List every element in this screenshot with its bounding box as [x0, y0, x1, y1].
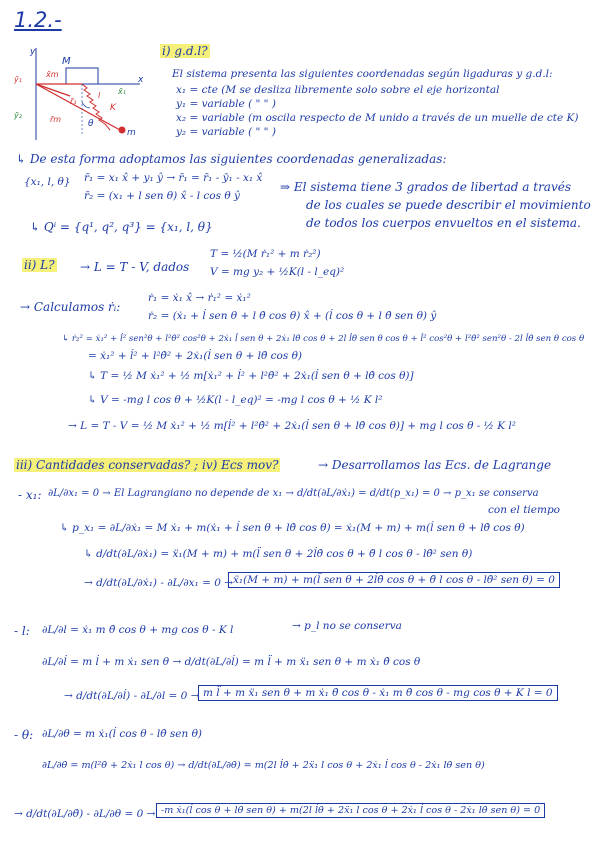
theta-partial-dot: ∂L/∂θ̇ = m(l²θ̇ + 2ẋ₁ l cos θ) → d/dt(∂L/∂θ̇) = m(2l l̇θ̇ + 2ẍ₁ l cos θ + 2ẋ₁ l̇ cos θ - 2ẋ₁ lθ̇ sen θ)	[42, 760, 485, 771]
mass-m-label: m	[127, 128, 136, 138]
coord-x1: x₁ = cte (M se desliza libremente solo sobre el eje horizontal	[176, 84, 500, 96]
x1-equation-of-motion: ẍ₁(M + m) + m(l̈ sen θ + 2l̇θ̇ cos θ + θ̈ l cos θ - lθ̇² sen θ) = 0	[228, 572, 560, 588]
r2-squared-expanded: ↳ ṙ₂² = ẋ₁² + l̇² sen²θ + l²θ̇² cos²θ + 2ẋ₁ l̇ sen θ + 2ẋ₁ lθ̇ cos θ + 2l l̇θ̇ sen θ cos θ + l̇² cos²θ + l²θ̇² sen²θ - 2l l̇θ̇ sen θ cos θ	[62, 334, 585, 344]
label-r1: r̄₁	[70, 97, 77, 106]
x1-eq-lead: → d/dt(∂L/∂ẋ₁) - ∂L/∂x₁ = 0 →	[84, 577, 234, 589]
r1-dot: ṙ₁ = ẋ₁ x̂ → ṙ₁² = ẋ₁²	[148, 292, 251, 304]
coord-y1: y₁ = variable ( " " )	[176, 98, 276, 110]
x1-label: - x₁:	[18, 488, 42, 502]
label-y2: ȳ₂	[14, 111, 22, 120]
l-partial-dot: ∂L/∂l̇ = m l̇ + m ẋ₁ sen θ → d/dt(∂L/∂l̇) = m l̈ + m ẍ₁ sen θ + m ẋ₁ θ̇ cos θ	[42, 656, 421, 668]
l-partial: ∂L/∂l = ẋ₁ m θ̇ cos θ + mg cos θ - K l	[42, 624, 234, 636]
gen-vector: {x₁, l, θ}	[24, 176, 71, 188]
l-label: - l:	[14, 624, 30, 638]
label-xm: x̄m	[46, 70, 59, 79]
mass-M-label: M	[62, 56, 71, 67]
theta-label: - θ:	[14, 728, 34, 742]
y-axis-label: y	[30, 47, 36, 57]
x1-time-derivative: ↳ d/dt(∂L/∂ẋ₁) = ẍ₁(M + m) + m(l̈ sen θ + 2l̇θ̇ cos θ + θ̈ l cos θ - lθ̇² sen θ)	[84, 548, 473, 560]
theta-equation-of-motion: -m ẋ₁(l̇ cos θ + lθ̇ sen θ) + m(2l l̇θ̇ + 2ẍ₁ l cos θ + 2ẋ₁ l̇ cos θ - 2ẋ₁ lθ̇ sen θ) = 0	[156, 803, 545, 818]
section-ii-heading: ii) L?	[24, 258, 55, 272]
lagrangian-def: → L = T - V, dados	[80, 260, 190, 274]
conclusion-2: de los cuales se puede describir el movimiento	[306, 198, 591, 212]
conclusion-1: ⇒ El sistema tiene 3 grados de libertad a través	[280, 180, 571, 194]
angle-label: θ	[88, 119, 94, 129]
section-iii-heading-tail: → Desarrollamos las Ecs. de Lagrange	[318, 458, 552, 472]
theta-partial: ∂L/∂θ = m ẋ₁(l̇ cos θ - lθ̇ sen θ)	[42, 728, 202, 740]
x1-momentum: ↳ p_x₁ = ∂L/∂ẋ₁ = M ẋ₁ + m(ẋ₁ + l̇ sen θ + lθ̇ cos θ) = ẋ₁(M + m) + m(l̇ sen θ + lθ̇ cos θ)	[60, 522, 525, 534]
r2-dot: ṙ₂ = (ẋ₁ + l̇ sen θ + l θ̇ cos θ) x̂ + (l̇ cos θ + l θ̇ sen θ) ŷ	[148, 310, 437, 322]
gen-r1: r̄₁ = x₁ x̂ + y₁ ŷ → r̄₁ = r̄₁ - ȳ₁ - x₁ x̂	[84, 172, 263, 184]
mechanism-diagram	[10, 44, 150, 144]
section-i-heading: i) g.d.l?	[162, 44, 208, 58]
theta-eq-lead: → d/dt(∂L/∂θ̇) - ∂L/∂θ = 0 →	[14, 808, 156, 820]
l-equation-of-motion: m l̈ + m ẍ₁ sen θ + m ẋ₁ θ̇ cos θ - ẋ₁ m θ̇ cos θ - mg cos θ + K l = 0	[198, 685, 558, 701]
label-y1: ȳ₁	[14, 75, 22, 84]
label-x1: x̄₁	[118, 87, 126, 96]
l-eq-lead: → d/dt(∂L/∂l̇) - ∂L/∂l = 0 →	[64, 690, 200, 702]
T-result: ↳ T = ½ M ẋ₁² + ½ m[ẋ₁² + l̇² + l²θ̇² + 2ẋ₁(l̇ sen θ + lθ̇ cos θ)]	[88, 370, 414, 382]
l-not-conserved: → p_l no se conserva	[292, 620, 402, 632]
section-i-intro: El sistema presenta las siguientes coordenadas según ligaduras y g.d.l:	[172, 68, 553, 80]
label-rm: r̄m	[50, 115, 62, 124]
section-iii-heading: iii) Cantidades conservadas? ; iv) Ecs mov?	[16, 458, 279, 472]
T-definition: T = ½(M ṙ₁² + m ṙ₂²)	[210, 248, 321, 260]
x1-line1: ∂L/∂x₁ = 0 → El Lagrangiano no depende de x₁ → d/dt(∂L/∂ẋ₁) = d/dt(p_x₁) = 0 → p_x₁ se conserva	[48, 488, 539, 499]
coord-x2: x₂ = variable (m oscila respecto de M unido a través de un muelle de cte K)	[176, 112, 579, 124]
x-axis-label: x	[138, 75, 144, 85]
qi-definition: ↳ Qⁱ = {q¹, q², q³} = {x₁, l, θ}	[30, 220, 213, 234]
label-l: l	[98, 91, 101, 100]
L-result: → L = T - V = ½ M ẋ₁² + ½ m[l̇² + l²θ̇² + 2ẋ₁(l̇ sen θ + lθ̇ cos θ)] + mg l cos θ - ½ K l²	[68, 420, 516, 432]
x1-line1b: con el tiempo	[488, 504, 561, 516]
gen-r2: r̄₂ = (x₁ + l sen θ) x̂ - l cos θ ŷ	[84, 190, 240, 202]
conclusion-3: de todos los cuerpos envueltos en el sistema.	[306, 216, 581, 230]
coord-y2: y₂ = variable ( " " )	[176, 126, 276, 138]
V-definition: V = mg y₂ + ½K(l - l_eq)²	[210, 266, 345, 278]
generalized-intro: ↳ De esta forma adoptamos las siguientes coordenadas generalizadas:	[16, 152, 447, 166]
V-result: ↳ V = -mg l cos θ + ½K(l - l_eq)² = -mg l cos θ + ½ K l²	[88, 394, 383, 406]
calc-intro: → Calculamos ṙᵢ:	[20, 300, 121, 314]
r2-squared-simplified: = ẋ₁² + l̇² + l²θ̇² + 2ẋ₁(l̇ sen θ + lθ̇ cos θ)	[88, 350, 303, 362]
page-title: 1.2.-	[14, 8, 62, 32]
spring-label: K	[110, 103, 116, 113]
